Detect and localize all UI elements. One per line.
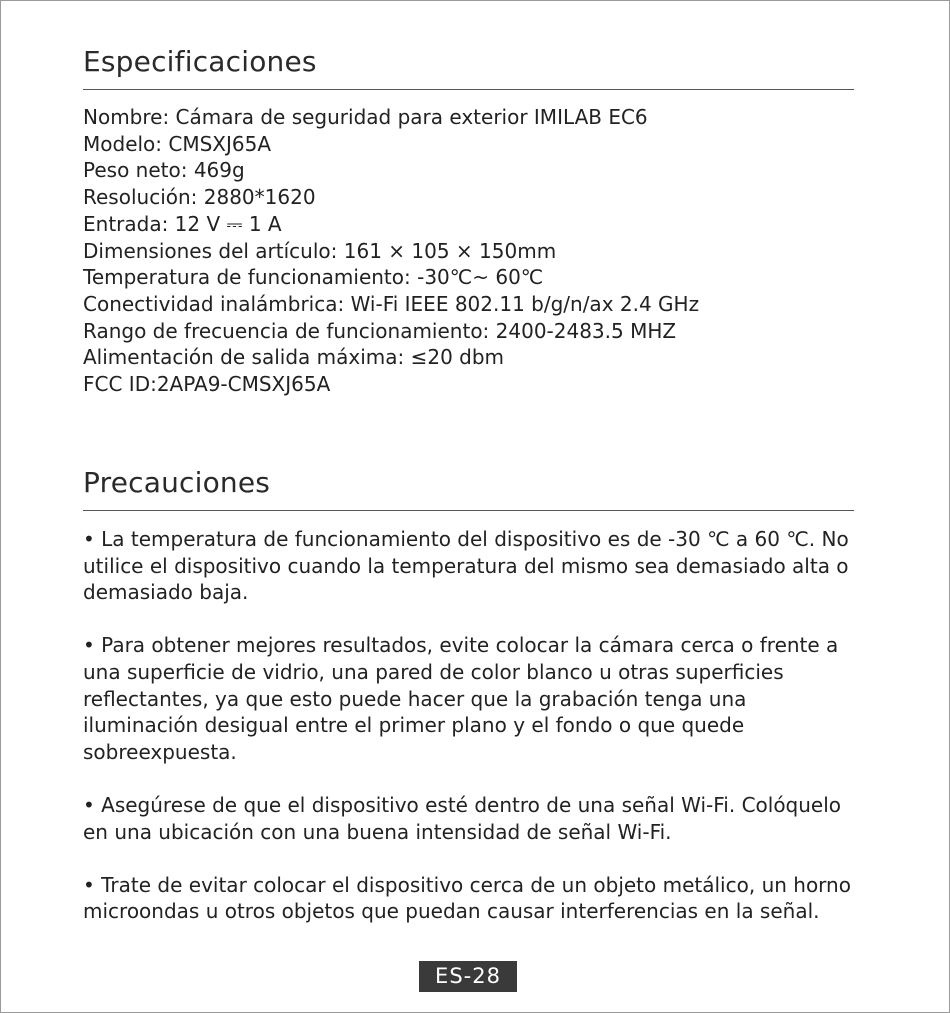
precautions-divider xyxy=(83,510,854,511)
spec-wireless-connectivity: Conectividad inalámbrica: Wi-Fi IEEE 802.11 b/g/n/ax 2.4 GHz xyxy=(83,291,700,316)
page-number-badge: ES-28 xyxy=(419,961,517,992)
specifications-divider xyxy=(83,89,854,90)
spec-model: Modelo: CMSXJ65A xyxy=(83,131,272,156)
specifications-list xyxy=(83,104,699,398)
specifications-heading: Especificaciones xyxy=(83,45,317,78)
spec-max-output-power: Alimentación de salida máxima: ≤20 dbm xyxy=(83,345,505,370)
spec-weight: Peso neto: 469g xyxy=(83,158,245,183)
spec-input: Entrada: 12 V ⎓ 1 A xyxy=(83,211,282,236)
spec-name: Nombre: Cámara de seguridad para exterior IMILAB EC6 xyxy=(83,105,648,129)
spec-resolution: Resolución: 2880*1620 xyxy=(83,185,316,210)
precautions-list xyxy=(83,526,855,952)
spec-fcc-id: FCC ID:2APA9-CMSXJ65A xyxy=(83,372,331,397)
spec-dimensions: Dimensiones del artículo: 161 × 105 × 150mm xyxy=(83,238,557,263)
spec-operating-temperature: Temperatura de funcionamiento: -30℃~ 60℃ xyxy=(83,265,544,290)
spec-frequency-range: Rango de frecuencia de funcionamiento: 2400-2483.5 MHZ xyxy=(83,318,677,343)
precautions-heading: Precauciones xyxy=(83,466,271,499)
precaution-placement-reflective: • Para obtener mejores resultados, evite colocar la cámara cerca o frente a una superficie de vidrio, una pared de color blanco u otras superficies reflectantes, ya que esto puede hacer que la grabación tenga una iluminación desigual entre el primer plano y el fondo o que quede sobreexpuesta. xyxy=(83,633,839,764)
precaution-temperature: • La temperatura de funcionamiento del dispositivo es de -30 ℃ a 60 ℃. No utilice el dispositivo cuando la temperatura del mismo sea demasiado alta o demasiado baja. xyxy=(83,527,849,605)
precaution-interference: • Trate de evitar colocar el dispositivo cerca de un objeto metálico, un horno microondas u otros objetos que puedan causar interferencias en la señal. xyxy=(83,872,851,924)
precaution-wifi-signal: • Asegúrese de que el dispositivo esté dentro de una señal Wi-Fi. Colóquelo en una ubicación con una buena intensidad de señal Wi-Fi. xyxy=(83,792,842,844)
